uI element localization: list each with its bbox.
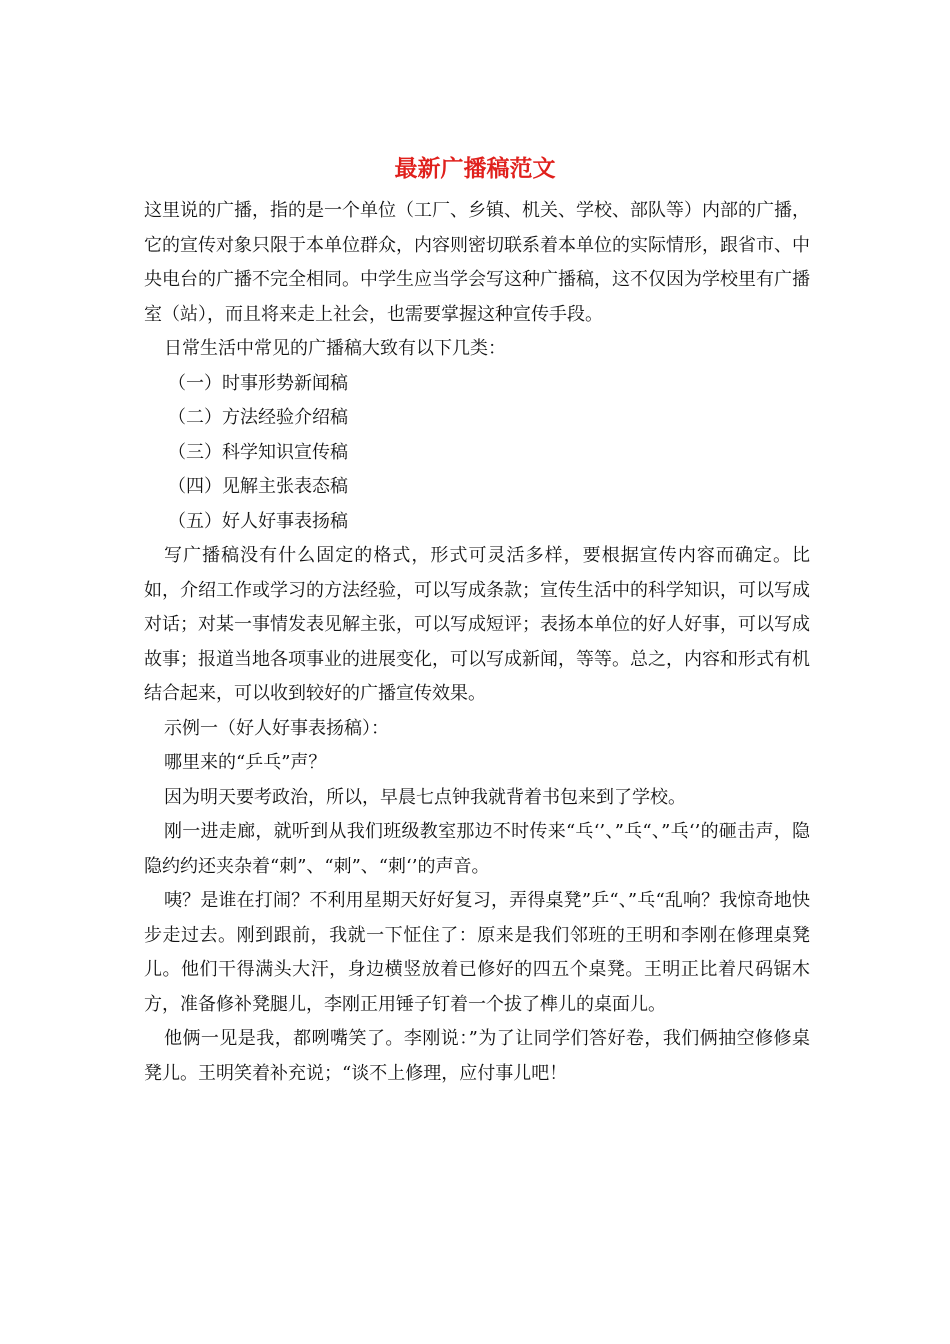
category-item: （四）见解主张表态稿 — [168, 476, 348, 497]
category-item: （三）科学知识宣传稿 — [168, 441, 348, 463]
category-item: （五）好人好事表扬稿 — [168, 510, 348, 532]
story-paragraph: 他俩一见是我，都咧嘴笑了。李刚说：”为了让同学们答好卷，我们俩抽空修修桌凳儿。王明笑着补充说；“谈不上修理，应付事儿吧！ — [144, 1028, 810, 1084]
story-paragraph: 刚一进走廊，就听到从我们班级教室那边不时传来“乓‘’、”乓“、”乓‘’的砸击声，隐隐约约还夹杂着“刺”、“刺”、“刺‘’的声音。 — [144, 821, 810, 877]
category-item: （一）时事形势新闻稿 — [168, 372, 348, 394]
category-item: （二）方法经验介绍稿 — [168, 407, 348, 428]
example-title: 哪里来的“乒乓”声？ — [164, 752, 327, 773]
categories-intro: 日常生活中常见的广播稿大致有以下几类： — [164, 338, 506, 359]
intro-paragraph: 这里说的广播，指的是一个单位（工厂、乡镇、机关、学校、部队等）内部的广播，它的宣传对象只限于本单位群众，内容则密切联系着本单位的实际情形，跟省市、中央电台的广播不完全相同。中学生应当学会写这种广播稿，这不仅因为学校里有广播室（站），而且将来走上社会，也需要掌握这种宣传手段。 — [144, 200, 810, 325]
story-paragraph: 咦？是谁在打闹？不利用星期天好好复习，弄得桌凳”乒“、”乓“乱响？我惊奇地快步走过去。刚到跟前，我就一下怔住了：原来是我们邻班的王明和李刚在修理桌凳儿。他们干得满头大汗，身边横竖放着已修好的四五个桌凳。王明正比着尺码锯木方，准备修补凳腿儿，李刚正用锤子钉着一个拔了榫儿的桌面儿。 — [144, 890, 810, 1015]
document-title: 最新广播稿范文 — [394, 155, 556, 182]
story-paragraph: 因为明天要考政治，所以，早晨七点钟我就背着书包来到了学校。 — [164, 786, 686, 808]
document-body — [144, 194, 810, 1091]
format-paragraph: 写广播稿没有什么固定的格式，形式可灵活多样，要根据宣传内容而确定。比如，介绍工作或学习的方法经验，可以写成条款；宣传生活中的科学知识，可以写成对话；对某一事情发表见解主张，可以写成短评；表扬本单位的好人好事，可以写成故事；报道当地各项事业的进展变化，可以写成新闻，等等。总之，内容和形式有机结合起来，可以收到较好的广播宣传效果。 — [144, 545, 810, 704]
example-heading: 示例一（好人好事表扬稿）： — [164, 717, 389, 739]
